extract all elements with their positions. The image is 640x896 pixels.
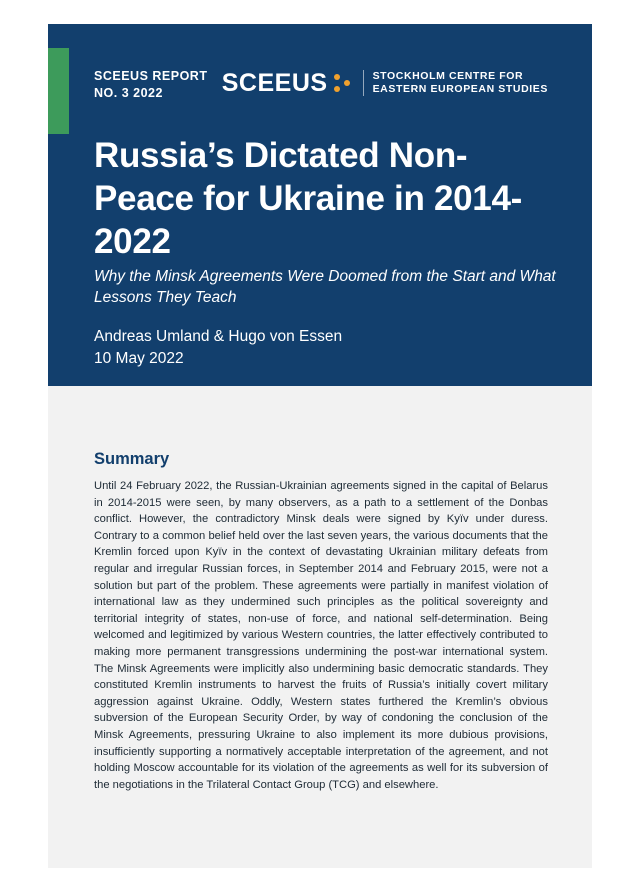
summary-heading: Summary xyxy=(94,450,170,468)
sceeus-logo xyxy=(222,66,548,100)
publication-date: 10 May 2022 xyxy=(94,350,184,367)
report-label: SCEEUS REPORT xyxy=(94,69,208,83)
summary-section xyxy=(48,386,592,868)
summary-paragraph: Until 24 February 2022, the Russian-Ukrainian agreements signed in the capital of Belarus in 2014-2015 were seen, by many observers, as a path to a settlement of the Donbas conflict. However, the contradictory Minsk deals were signed by Kyïv under duress. Contrary to a common belief held over the last seven years, the various documents that the Kremlin forced upon Kyïv in the context of devastating Ukrainian military defeats from regular and irregular Russian forces, in September 2014 and February 2015, were not a solution but part of the problem. These agreements were partially in manifest violation of international law as they undermined such principles as the political sovereignty and territorial integrity of states, non-use of force, and national self-determination. Being welcomed and legitimized by various Western countries, the latter effectively contributed to making more permanent transgressions undermining the post-war international system. The Minsk Agreements were implicitly also undermining basic democratic standards. They constituted Kremlin instruments to harvest the fruits of Russia’s initially covert military aggression against Ukraine. Oddly, Western states furthered the Kremlin’s obvious subversion of the European Security Order, by way of condoning the conclusion of the Minsk Agreements, pressuring Ukraine to also implement its more dubious provisions, insufficiently supporting a normatively acceptable interpretation of the agreement, and not holding Moscow accountable for its violation of the agreements as well for its subversion of the negotiations in the Trilateral Contact Group (TCG) and elsewhere. xyxy=(94,480,548,791)
page-subtitle: Why the Minsk Agreements Were Doomed from the Start and What Lessons They Teach xyxy=(94,268,556,306)
logo-wordmark: SCEEUS xyxy=(221,68,328,97)
logo-subtitle-line2: EASTERN EUROPEAN STUDIES xyxy=(372,83,548,95)
logo-dots-icon xyxy=(334,72,354,94)
report-identifier xyxy=(94,68,207,102)
author-and-date xyxy=(94,326,564,370)
green-accent-bar xyxy=(48,48,69,134)
logo-subtitle xyxy=(363,70,548,96)
cover-header-band xyxy=(48,24,592,386)
logo-subtitle-line1: STOCKHOLM CENTRE FOR xyxy=(372,70,524,82)
authors: Andreas Umland & Hugo von Essen xyxy=(94,328,343,345)
page-title: Russia’s Dictated Non-Peace for Ukraine in 2014-2022 xyxy=(94,136,522,261)
report-number: NO. 3 2022 xyxy=(94,86,163,100)
